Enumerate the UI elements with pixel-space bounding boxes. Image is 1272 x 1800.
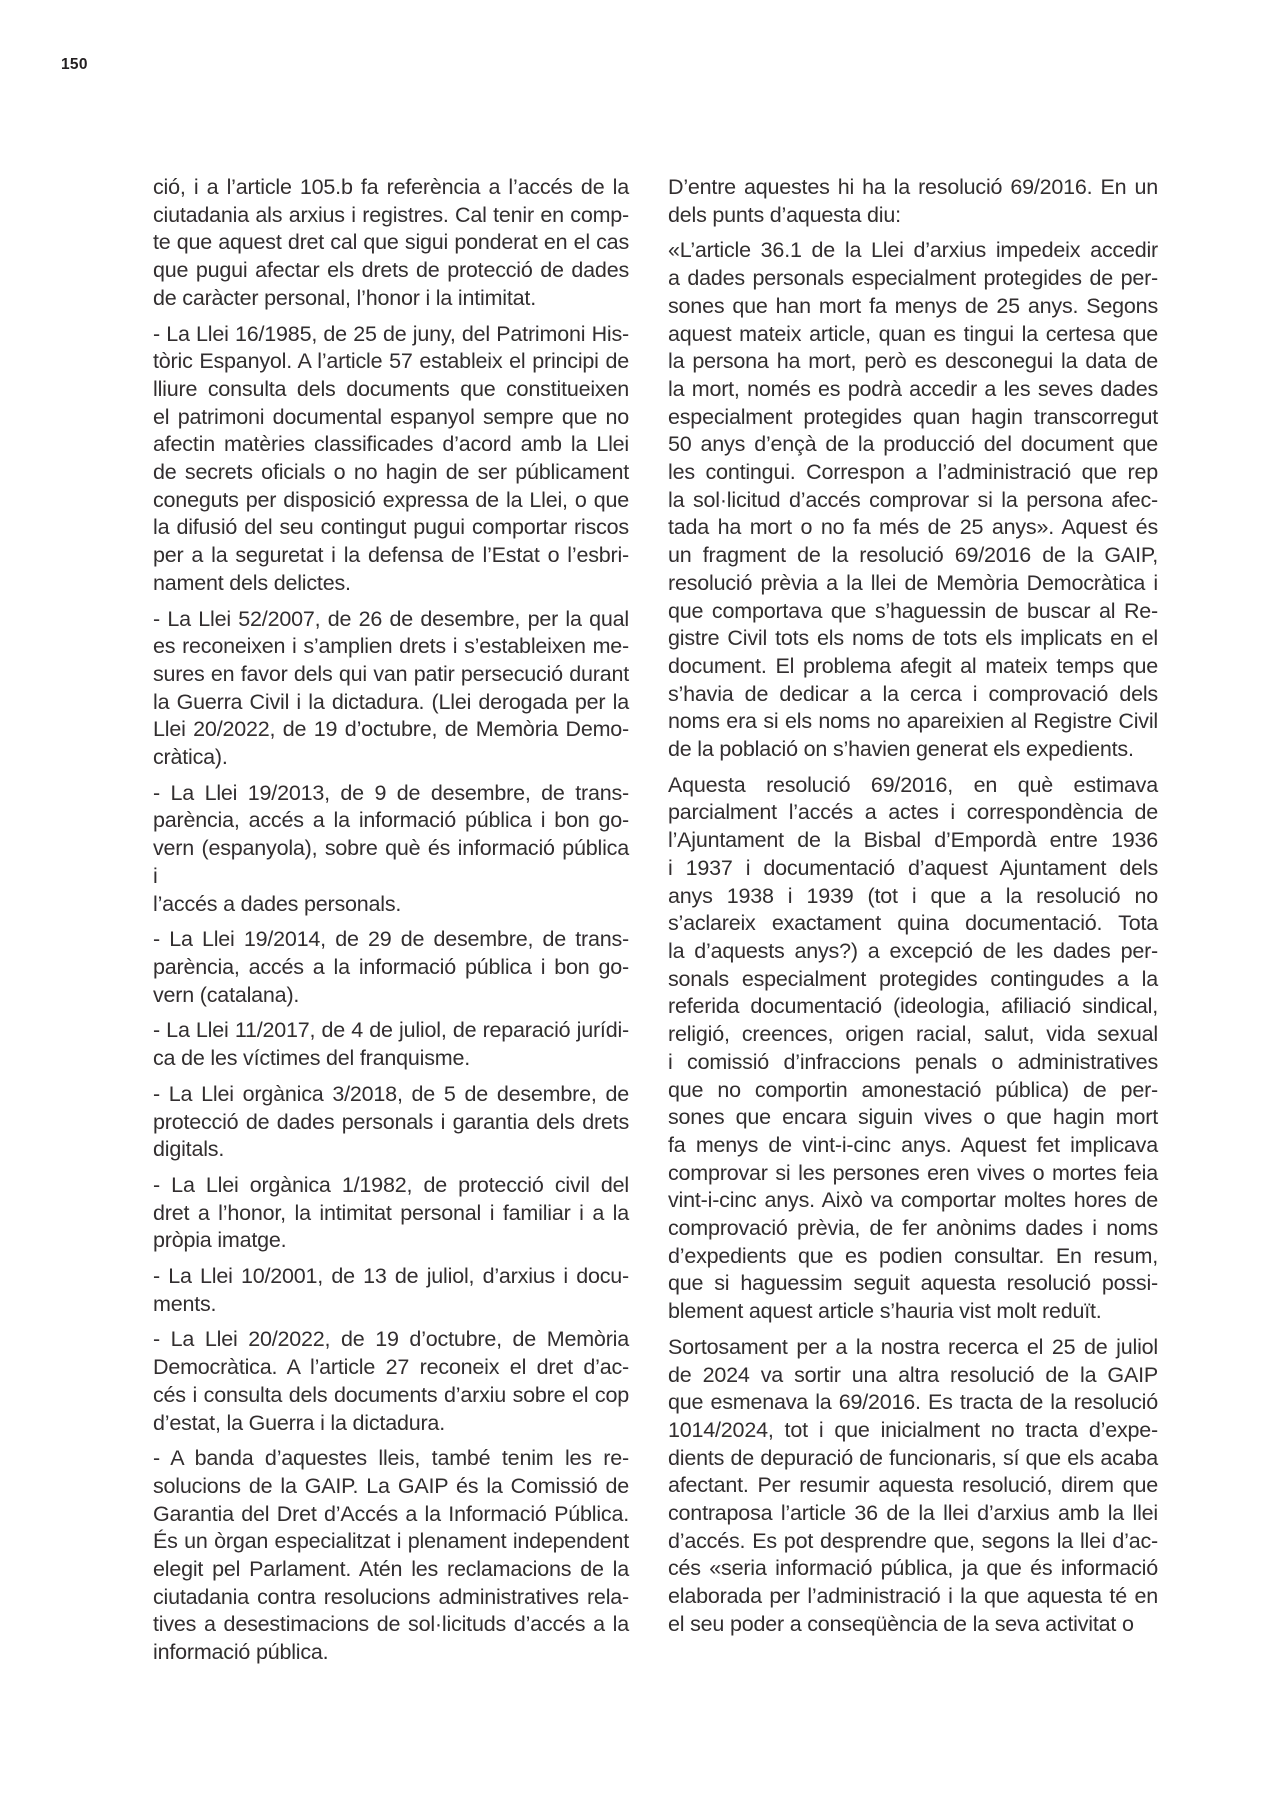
text-line: tòric Espanyol. A l’article 57 estableix el principi de xyxy=(153,349,629,374)
text-line: dret a l’honor, la intimitat personal i familiar i a la xyxy=(153,1200,629,1225)
text-line: l’Ajuntament de la Bisbal d’Empordà entre 1936 xyxy=(668,828,1158,853)
text-line: afectin matèries classificades d’acord amb la Llei xyxy=(153,432,629,457)
paragraph xyxy=(668,237,1158,763)
text-line: el patrimoni documental espanyol sempre que no xyxy=(153,404,629,429)
text-line: elaborada per l’administració i la que aquesta té en xyxy=(668,1584,1158,1609)
text-line: comprovació prèvia, de fer anònims dades i noms xyxy=(668,1216,1158,1241)
text-line: Aquesta resolució 69/2016, en què estimava xyxy=(668,772,1158,797)
text-line: religió, creences, origen racial, salut, vida sexual xyxy=(668,1022,1158,1047)
text-line: ments. xyxy=(153,1291,217,1316)
text-line: vern (espanyola), sobre què és informació pública i xyxy=(153,836,629,888)
text-line: D’entre aquestes hi ha la resolució 69/2016. En un xyxy=(668,175,1158,199)
text-line: d’accés. Es pot desprendre que, segons la llei d’ac- xyxy=(668,1528,1158,1553)
text-line: ca de les víctimes del franquisme. xyxy=(153,1046,471,1071)
text-line: dels punts d’aquesta diu: xyxy=(668,202,901,227)
text-line: Democràtica. A l’article 27 reconeix el dret d’ac- xyxy=(153,1355,629,1380)
text-line: comprovar si les persones eren vives o mortes feia xyxy=(668,1160,1158,1185)
text-line: el seu poder a conseqüència de la seva activitat o xyxy=(668,1611,1134,1636)
text-line: la d’aquests anys?) a excepció de les dades per- xyxy=(668,938,1158,963)
text-line: - La Llei 19/2014, de 29 de desembre, de trans- xyxy=(153,927,629,952)
text-line: vint-i-cinc anys. Això va comportar moltes hores de xyxy=(668,1188,1158,1213)
text-line: 1014/2024, tot i que inicialment no tracta d’expe- xyxy=(668,1417,1158,1442)
text-column-left xyxy=(153,174,629,1667)
text-line: anys 1938 i 1939 (tot i que a la resolució no xyxy=(668,883,1158,908)
text-line: cés i consulta dels documents d’arxiu sobre el cop xyxy=(153,1382,629,1407)
text-line: dients de depuració de funcionaris, sí que els acaba xyxy=(668,1445,1158,1470)
paragraph xyxy=(668,1334,1158,1639)
text-line: coneguts per disposició expressa de la Llei, o que xyxy=(153,487,629,512)
text-line: s’aclareix exactament quina documentació. Tota xyxy=(668,911,1158,936)
text-line: gistre Civil tots els noms de tots els implicats en el xyxy=(668,626,1158,651)
text-line: cés «seria informació pública, ja que és informació xyxy=(668,1556,1158,1581)
text-line: d’estat, la Guerra i la dictadura. xyxy=(153,1410,445,1435)
paragraph xyxy=(668,174,1158,229)
text-line: solucions de la GAIP. La GAIP és la Comissió de xyxy=(153,1473,629,1498)
text-line: te que aquest dret cal que sigui ponderat en el cas xyxy=(153,230,629,255)
text-line: - La Llei 10/2001, de 13 de juliol, d’arxius i docu- xyxy=(153,1264,629,1289)
text-line: 50 anys d’ençà de la producció del document que xyxy=(668,432,1158,457)
text-line: Llei 20/2022, de 19 d’octubre, de Memòria Demo- xyxy=(153,717,629,742)
text-line: - La Llei 52/2007, de 26 de desembre, per la qual xyxy=(153,606,629,631)
text-line: noms era si els noms no apareixien al Registre Civil xyxy=(668,709,1158,734)
text-line: protecció de dades personals i garantia dels drets xyxy=(153,1109,629,1134)
text-line: l’accés a dades personals. xyxy=(153,891,402,916)
paragraph xyxy=(153,1017,629,1072)
text-line: que si haguessim seguit aquesta resolució possi- xyxy=(668,1271,1158,1296)
text-line: informació pública. xyxy=(153,1640,329,1665)
text-line: sures en favor dels qui van patir persecució durant xyxy=(153,661,629,686)
text-line: «L’article 36.1 de la Llei d’arxius impedeix accedir xyxy=(668,238,1158,263)
paragraph xyxy=(153,174,629,313)
paragraph xyxy=(153,1172,629,1255)
text-line: - A banda d’aquestes lleis, també tenim les re- xyxy=(153,1446,629,1471)
text-line: parència, accés a la informació pública i bon go- xyxy=(153,808,629,833)
text-line: - La Llei 16/1985, de 25 de juny, del Patrimoni His- xyxy=(153,321,629,346)
text-line: que pugui afectar els drets de protecció de dades xyxy=(153,258,629,283)
text-line: les contingui. Correspon a l’administració que rep xyxy=(668,460,1158,485)
text-line: afectant. Per resumir aquesta resolució, direm que xyxy=(668,1473,1158,1498)
text-line: ciutadania als arxius i registres. Cal tenir en comp- xyxy=(153,202,629,227)
page-number: 150 xyxy=(61,56,88,73)
paragraph xyxy=(153,1263,629,1318)
text-line: Sortosament per a la nostra recerca el 25 de juliol xyxy=(668,1334,1158,1359)
text-line: per a la seguretat i la defensa de l’Estat o l’esbri- xyxy=(153,543,629,568)
text-line: nament dels delictes. xyxy=(153,570,351,595)
text-line: la persona ha mort, però es desconegui la data de xyxy=(668,349,1158,374)
text-line: - La Llei 11/2017, de 4 de juliol, de reparació jurídi- xyxy=(153,1018,629,1043)
text-line: sones que encara siguin vives o que hagin mort xyxy=(668,1105,1158,1130)
text-line: la sol·licitud d’accés comprovar si la persona afec- xyxy=(668,487,1158,512)
text-line: - La Llei 20/2022, de 19 d’octubre, de Memòria xyxy=(153,1327,629,1352)
text-line: tives a desestimacions de sol·licituds d’accés a la xyxy=(153,1612,629,1637)
text-line: És un òrgan especialitzat i plenament independent xyxy=(153,1529,629,1554)
text-line: que comportava que s’haguessin de buscar al Re- xyxy=(668,598,1158,623)
paragraph xyxy=(153,926,629,1009)
text-line: que esmenava la 69/2016. Es tracta de la resolució xyxy=(668,1390,1158,1415)
text-line: vern (catalana). xyxy=(153,982,300,1007)
text-line: es reconeixen i s’amplien drets i s’estableixen me- xyxy=(153,634,629,659)
paragraph xyxy=(668,772,1158,1326)
text-line: digitals. xyxy=(153,1137,225,1162)
text-line: document. El problema afegit al mateix temps que xyxy=(668,653,1158,678)
paragraph xyxy=(153,780,629,919)
text-line: cràtica). xyxy=(153,745,228,770)
text-line: - La Llei orgànica 3/2018, de 5 de desembre, de xyxy=(153,1081,629,1106)
text-line: contraposa l’article 36 de la llei d’arxius amb la llei xyxy=(668,1501,1158,1526)
text-line: a dades personals especialment protegides de per- xyxy=(668,266,1158,291)
text-line: ció, i a l’article 105.b fa referència a l’accés de la xyxy=(153,175,629,199)
text-line: sones que han mort fa menys de 25 anys. Segons xyxy=(668,293,1158,318)
text-line: resolució prèvia a la llei de Memòria Democràtica i xyxy=(668,570,1158,595)
text-line: d’expedients que es podien consultar. En resum, xyxy=(668,1243,1158,1268)
text-line: que no comportin amonestació pública) de per- xyxy=(668,1077,1158,1102)
text-line: la difusió del seu contingut pugui comportar riscos xyxy=(153,515,629,540)
text-line: pròpia imatge. xyxy=(153,1228,287,1253)
text-line: i comissió d’infraccions penals o administratives xyxy=(668,1049,1158,1074)
text-line: especialment protegides quan hagin transcorregut xyxy=(668,404,1158,429)
text-line: - La Llei 19/2013, de 9 de desembre, de trans- xyxy=(153,780,629,805)
text-line: un fragment de la resolució 69/2016 de la GAIP, xyxy=(668,543,1158,568)
paragraph xyxy=(153,1445,629,1667)
text-line: tada ha mort o no fa més de 25 anys». Aquest és xyxy=(668,515,1158,540)
text-line: blement aquest article s’hauria vist molt reduït. xyxy=(668,1299,1102,1324)
text-line: ciutadania contra resolucions administratives rela- xyxy=(153,1584,629,1609)
text-line: la Guerra Civil i la dictadura. (Llei derogada per la xyxy=(153,689,629,714)
text-line: fa menys de vint-i-cinc anys. Aquest fet implicava xyxy=(668,1132,1158,1157)
text-line: elegit pel Parlament. Atén les reclamacions de la xyxy=(153,1557,629,1582)
text-line: lliure consulta dels documents que constitueixen xyxy=(153,376,629,401)
paragraph xyxy=(153,321,629,598)
text-line: i 1937 i documentació d’aquest Ajuntament dels xyxy=(668,855,1158,880)
text-line: s’havia de dedicar a la cerca i comprovació dels xyxy=(668,681,1158,706)
text-line: de secrets oficials o no hagin de ser públicament xyxy=(153,460,629,485)
text-line: Garantia del Dret d’Accés a la Informació Pública. xyxy=(153,1501,629,1526)
text-line: la mort, només es podrà accedir a les seves dades xyxy=(668,376,1158,401)
text-line: aquest mateix article, quan es tingui la certesa que xyxy=(668,321,1158,346)
text-column-right xyxy=(668,174,1158,1639)
text-line: referida documentació (ideologia, afiliació sindical, xyxy=(668,994,1158,1019)
text-line: - La Llei orgànica 1/1982, de protecció civil del xyxy=(153,1172,629,1197)
text-line: parència, accés a la informació pública i bon go- xyxy=(153,954,629,979)
text-line: sonals especialment protegides contingudes a la xyxy=(668,966,1158,991)
text-line: de caràcter personal, l’honor i la intimitat. xyxy=(153,285,536,310)
text-line: de la població on s’havien generat els expedients. xyxy=(668,737,1134,762)
text-line: parcialment l’accés a actes i correspondència de xyxy=(668,800,1158,825)
paragraph xyxy=(153,1081,629,1164)
paragraph xyxy=(153,606,629,772)
text-line: de 2024 va sortir una altra resolució de la GAIP xyxy=(668,1362,1158,1387)
paragraph xyxy=(153,1326,629,1437)
